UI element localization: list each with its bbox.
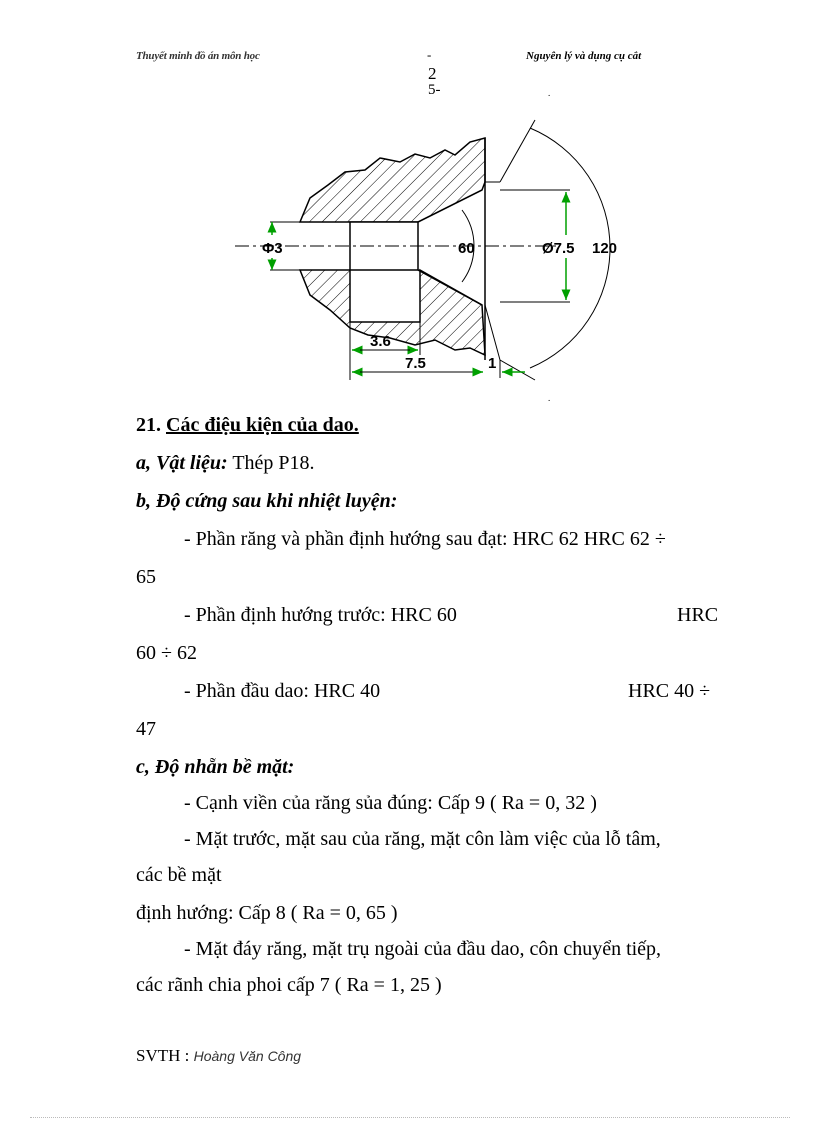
footer-label: SVTH : (136, 1046, 194, 1065)
hardness-line-2-cont: 60 ÷ 62 (136, 642, 197, 664)
roughness-line-1: - Cạnh viền của răng sủa đúng: Cấp 9 ( Ra = 0, 32 ) (184, 792, 597, 814)
dim-label-d3: Φ3 (262, 240, 283, 257)
hatched-section-upper (300, 138, 485, 222)
footer-student-name: Hoàng Văn Công (193, 1048, 302, 1064)
dim-label-1: 1 (488, 355, 497, 372)
roughness-line-3: định hướng: Cấp 8 ( Ra = 0, 65 ) (136, 902, 398, 924)
center-hole-drawing (230, 110, 630, 390)
dim-label-60: 60 (458, 240, 475, 257)
section-heading (136, 414, 359, 437)
roughness-label: c, Độ nhẵn bề mặt: (136, 756, 295, 778)
hardness-line-2-right: HRC (677, 604, 719, 626)
hardness-line-3-cont: 47 (136, 718, 156, 740)
dim-label-3-6: 3.6 (370, 333, 391, 350)
material-label: a, Vật liệu: (136, 452, 228, 474)
roughness-line-2: - Mặt trước, mặt sau của răng, mặt côn làm việc của lỗ tâm, (184, 828, 661, 850)
section-number: 21. (136, 414, 161, 436)
hardness-line-2: - Phần định hướng trước: HRC 60 (184, 604, 457, 626)
material-line (136, 452, 315, 475)
stray-dot: . (548, 88, 551, 98)
hardness-line-1: - Phần răng và phần định hướng sau đạt: HRC 62 HRC 62 ÷ (184, 528, 666, 550)
material-value: Thép P18. (232, 452, 315, 474)
dim-label-7-5: 7.5 (405, 355, 426, 372)
page-number: 2 (428, 64, 437, 83)
page-bottom-rule (30, 1117, 790, 1118)
roughness-line-4-cont: các rãnh chia phoi cấp 7 ( Ra = 1, 25 ) (136, 974, 442, 996)
dim-label-120: 120 (592, 240, 618, 257)
roughness-line-4: - Mặt đáy răng, mặt trụ ngoài của đầu dao, côn chuyển tiếp, (184, 938, 662, 960)
roughness-line-2-cont: các bề mặt (136, 864, 222, 886)
stray-dot: . (548, 393, 551, 403)
dim-label-d7-5: Ø7.5 (542, 240, 575, 257)
header-dash: - (427, 47, 432, 62)
footer (136, 1046, 301, 1066)
hardness-line-3-right: HRC 40 ÷ (628, 680, 711, 702)
section-title: Các điệu kiện của dao. (166, 414, 359, 436)
header-doc-title: Thuyết minh đồ án môn học (136, 50, 260, 62)
hardness-label: b, Độ cứng sau khi nhiệt luyện: (136, 490, 398, 512)
page-number-suffix: 5- (428, 82, 441, 98)
hardness-line-3: - Phần đầu dao: HRC 40 (184, 680, 381, 702)
hatched-section-lower (300, 270, 485, 355)
hardness-line-1-cont: 65 (136, 566, 156, 588)
header-subject: Nguyên lý và dụng cụ cắt (526, 50, 642, 62)
